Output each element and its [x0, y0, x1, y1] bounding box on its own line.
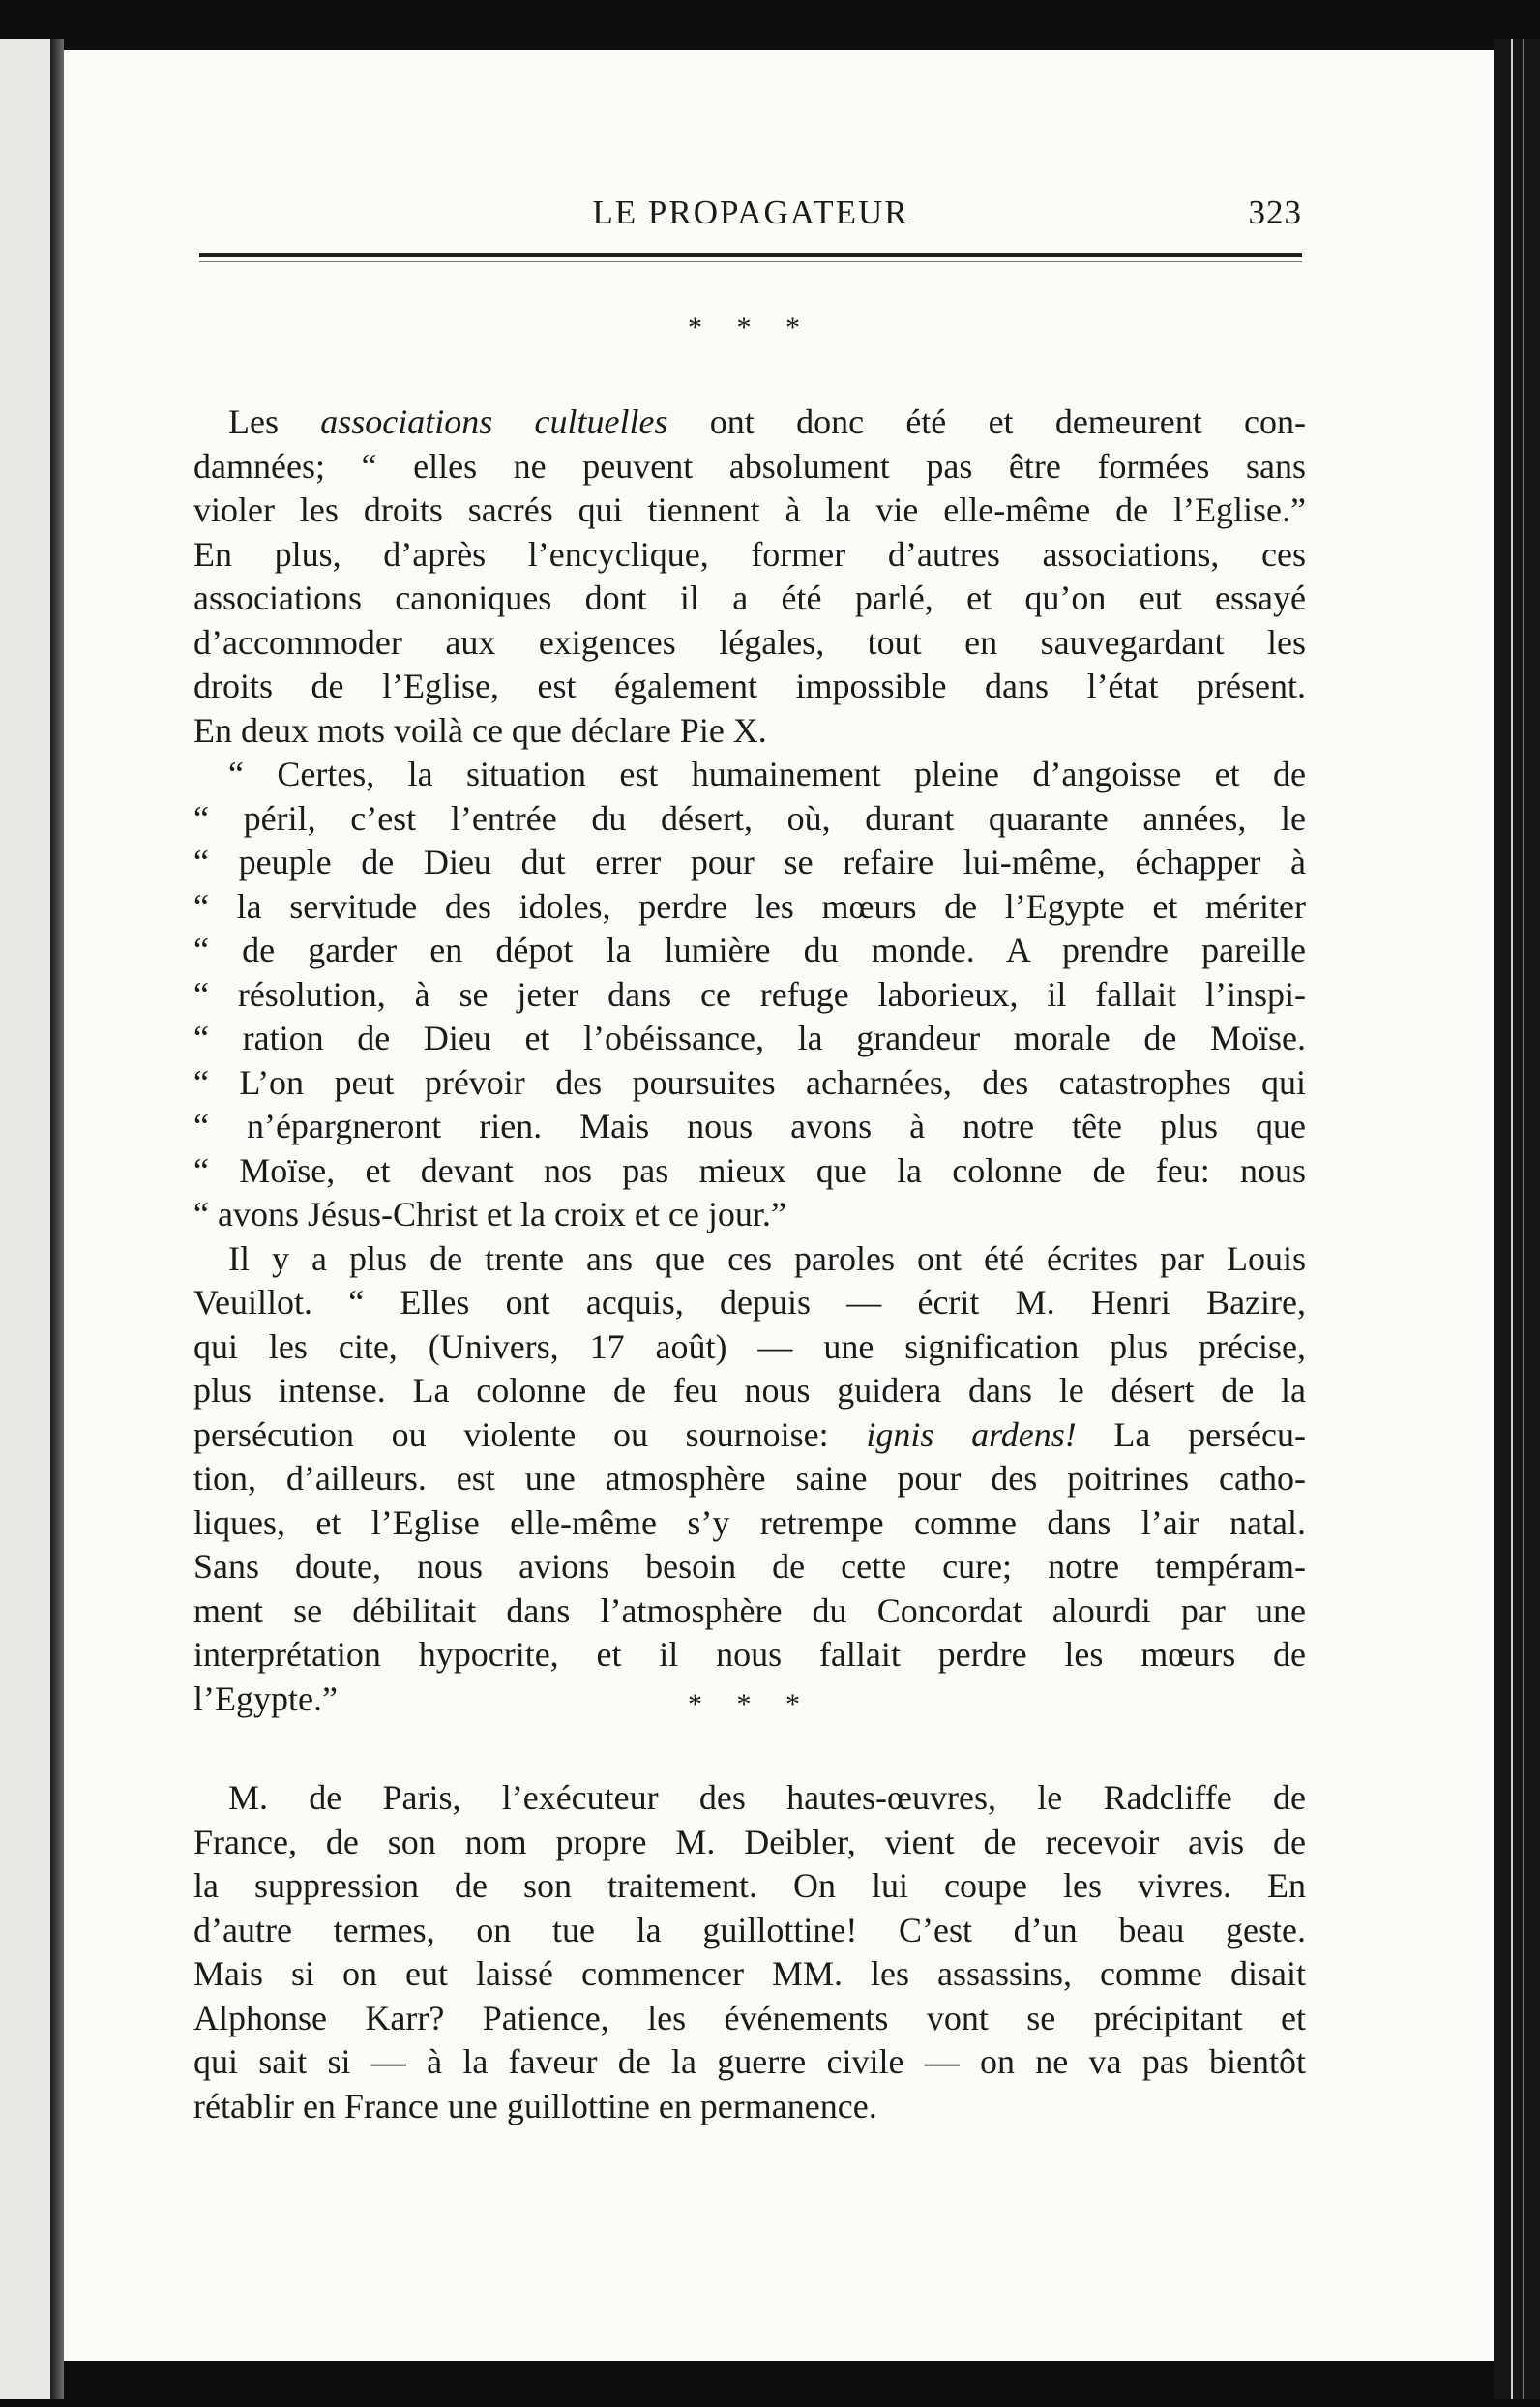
- text-line: “ Moïse, et devant nos pas mieux que la colonne de feu: nous: [193, 1150, 1306, 1190]
- text-line: “ la servitude des idoles, perdre les mœurs de l’Egypte et mériter: [193, 886, 1306, 926]
- text-line: En plus, d’après l’encyclique, former d’autres associations, ces: [193, 534, 1306, 574]
- text-run: Les: [228, 402, 321, 441]
- edge-line: [1523, 39, 1524, 2399]
- text-line: Mais si on eut laissé commencer MM. les assassins, comme disait: [193, 1954, 1306, 1993]
- text-line: d’autre termes, on tue la guillottine! C’est d’un beau geste.: [193, 1910, 1306, 1949]
- italic-term: associations cultuelles: [320, 402, 668, 441]
- text-line: “ de garder en dépot la lumière du monde. A prendre pareille: [193, 931, 1306, 969]
- text-line: M. de Paris, l’exécuteur des hautes-œuvres, le Radcliffe de: [228, 1778, 1306, 1817]
- running-header: [199, 193, 1302, 242]
- gutter-shadow: [50, 39, 64, 2399]
- text-line: “ n’épargneront rien. Mais nous avons à notre tête plus que: [193, 1107, 1306, 1145]
- header-rule: [199, 253, 1302, 257]
- text-line: Sans doute, nous avions besoin de cette cure; notre tempéram-: [193, 1547, 1306, 1586]
- section-guillotine: [193, 1776, 1306, 2128]
- text-run: La persécu-: [1076, 1414, 1306, 1454]
- text-line: violer les droits sacrés qui tiennent à la vie elle-même de l’Eglise.”: [193, 490, 1306, 529]
- text-line: damnées; “ elles ne peuvent absolument pas être formées sans: [193, 446, 1306, 486]
- text-line: “ ration de Dieu et l’obéissance, la grandeur morale de Moïse.: [193, 1019, 1306, 1057]
- text-line: “ avons Jésus-Christ et la croix et ce jour.”: [193, 1195, 786, 1233]
- text-line: droits de l’Eglise, est également impossible dans l’état présent.: [193, 667, 1306, 705]
- text-line: rétablir en France une guillottine en permanence.: [193, 2086, 877, 2125]
- text-line: Veuillot. “ Elles ont acquis, depuis — écrit M. Henri Bazire,: [193, 1283, 1306, 1322]
- text-line: la suppression de son traitement. On lui coupe les vivres. En: [193, 1866, 1306, 1905]
- italic-term: ignis ardens!: [866, 1414, 1077, 1454]
- text-run: persécution ou violente ou sournoise:: [193, 1414, 867, 1454]
- section-asterism: * * *: [688, 1688, 814, 1720]
- text-line: “ peuple de Dieu dut errer pour se refaire lui-même, échapper à: [193, 843, 1306, 881]
- header-rule-thin: [199, 261, 1302, 262]
- text-line: interprétation hypocrite, et il nous fallait perdre les mœurs de: [193, 1635, 1306, 1674]
- section-cultuelles: [193, 401, 1306, 1721]
- text-line: associations canoniques dont il a été parlé, et qu’on eut essayé: [193, 579, 1306, 617]
- text-line: Alphonse Karr? Patience, les événements vont se précipitant et: [193, 1998, 1306, 2037]
- text-line: France, de son nom propre M. Deibler, vient de recevoir avis de: [193, 1822, 1306, 1861]
- section-asterism: * * *: [688, 312, 814, 343]
- text-line: d’accommoder aux exigences légales, tout en sauvegardant les: [193, 622, 1306, 662]
- running-title: LE PROPAGATEUR: [592, 193, 909, 231]
- page-edge-right: [1494, 39, 1540, 2399]
- text-line: “ L’on peut prévoir des poursuites acharnées, des catastrophes qui: [193, 1062, 1306, 1102]
- page-number: 323: [1248, 193, 1302, 231]
- text-run: ont donc été et demeurent con-: [667, 402, 1306, 441]
- text-line: “ péril, c’est l’entrée du désert, où, durant quarante années, le: [193, 798, 1306, 838]
- text-line: “ Certes, la situation est humainement pleine d’angoisse et de: [228, 755, 1306, 793]
- text-line: plus intense. La colonne de feu nous guidera dans le désert de la: [193, 1371, 1306, 1410]
- text-line: [193, 401, 1306, 445]
- text-line: En deux mots voilà ce que déclare Pie X.: [193, 710, 767, 750]
- text-line: ment se débilitait dans l’atmosphère du Concordat alourdi par une: [193, 1590, 1306, 1630]
- text-line: qui sait si — à la faveur de la guerre civile — on ne va pas bientôt: [193, 2042, 1306, 2081]
- text-line: liques, et l’Eglise elle-même s’y retrempe comme dans l’air natal.: [193, 1502, 1306, 1542]
- text-line: Il y a plus de trente ans que ces paroles ont été écrites par Louis: [228, 1238, 1306, 1278]
- text-line: qui les cite, (Univers, 17 août) — une signification plus précise,: [193, 1326, 1306, 1366]
- edge-line: [1511, 39, 1513, 2399]
- text-line: “ résolution, à se jeter dans ce refuge laborieux, il fallait l’inspi-: [193, 974, 1306, 1014]
- facing-page-edge: [0, 39, 50, 2399]
- text-line: tion, d’ailleurs. est une atmosphère saine pour des poitrines catho-: [193, 1459, 1306, 1498]
- text-line: l’Egypte.”: [193, 1679, 338, 1718]
- text-line: [193, 1413, 1306, 1458]
